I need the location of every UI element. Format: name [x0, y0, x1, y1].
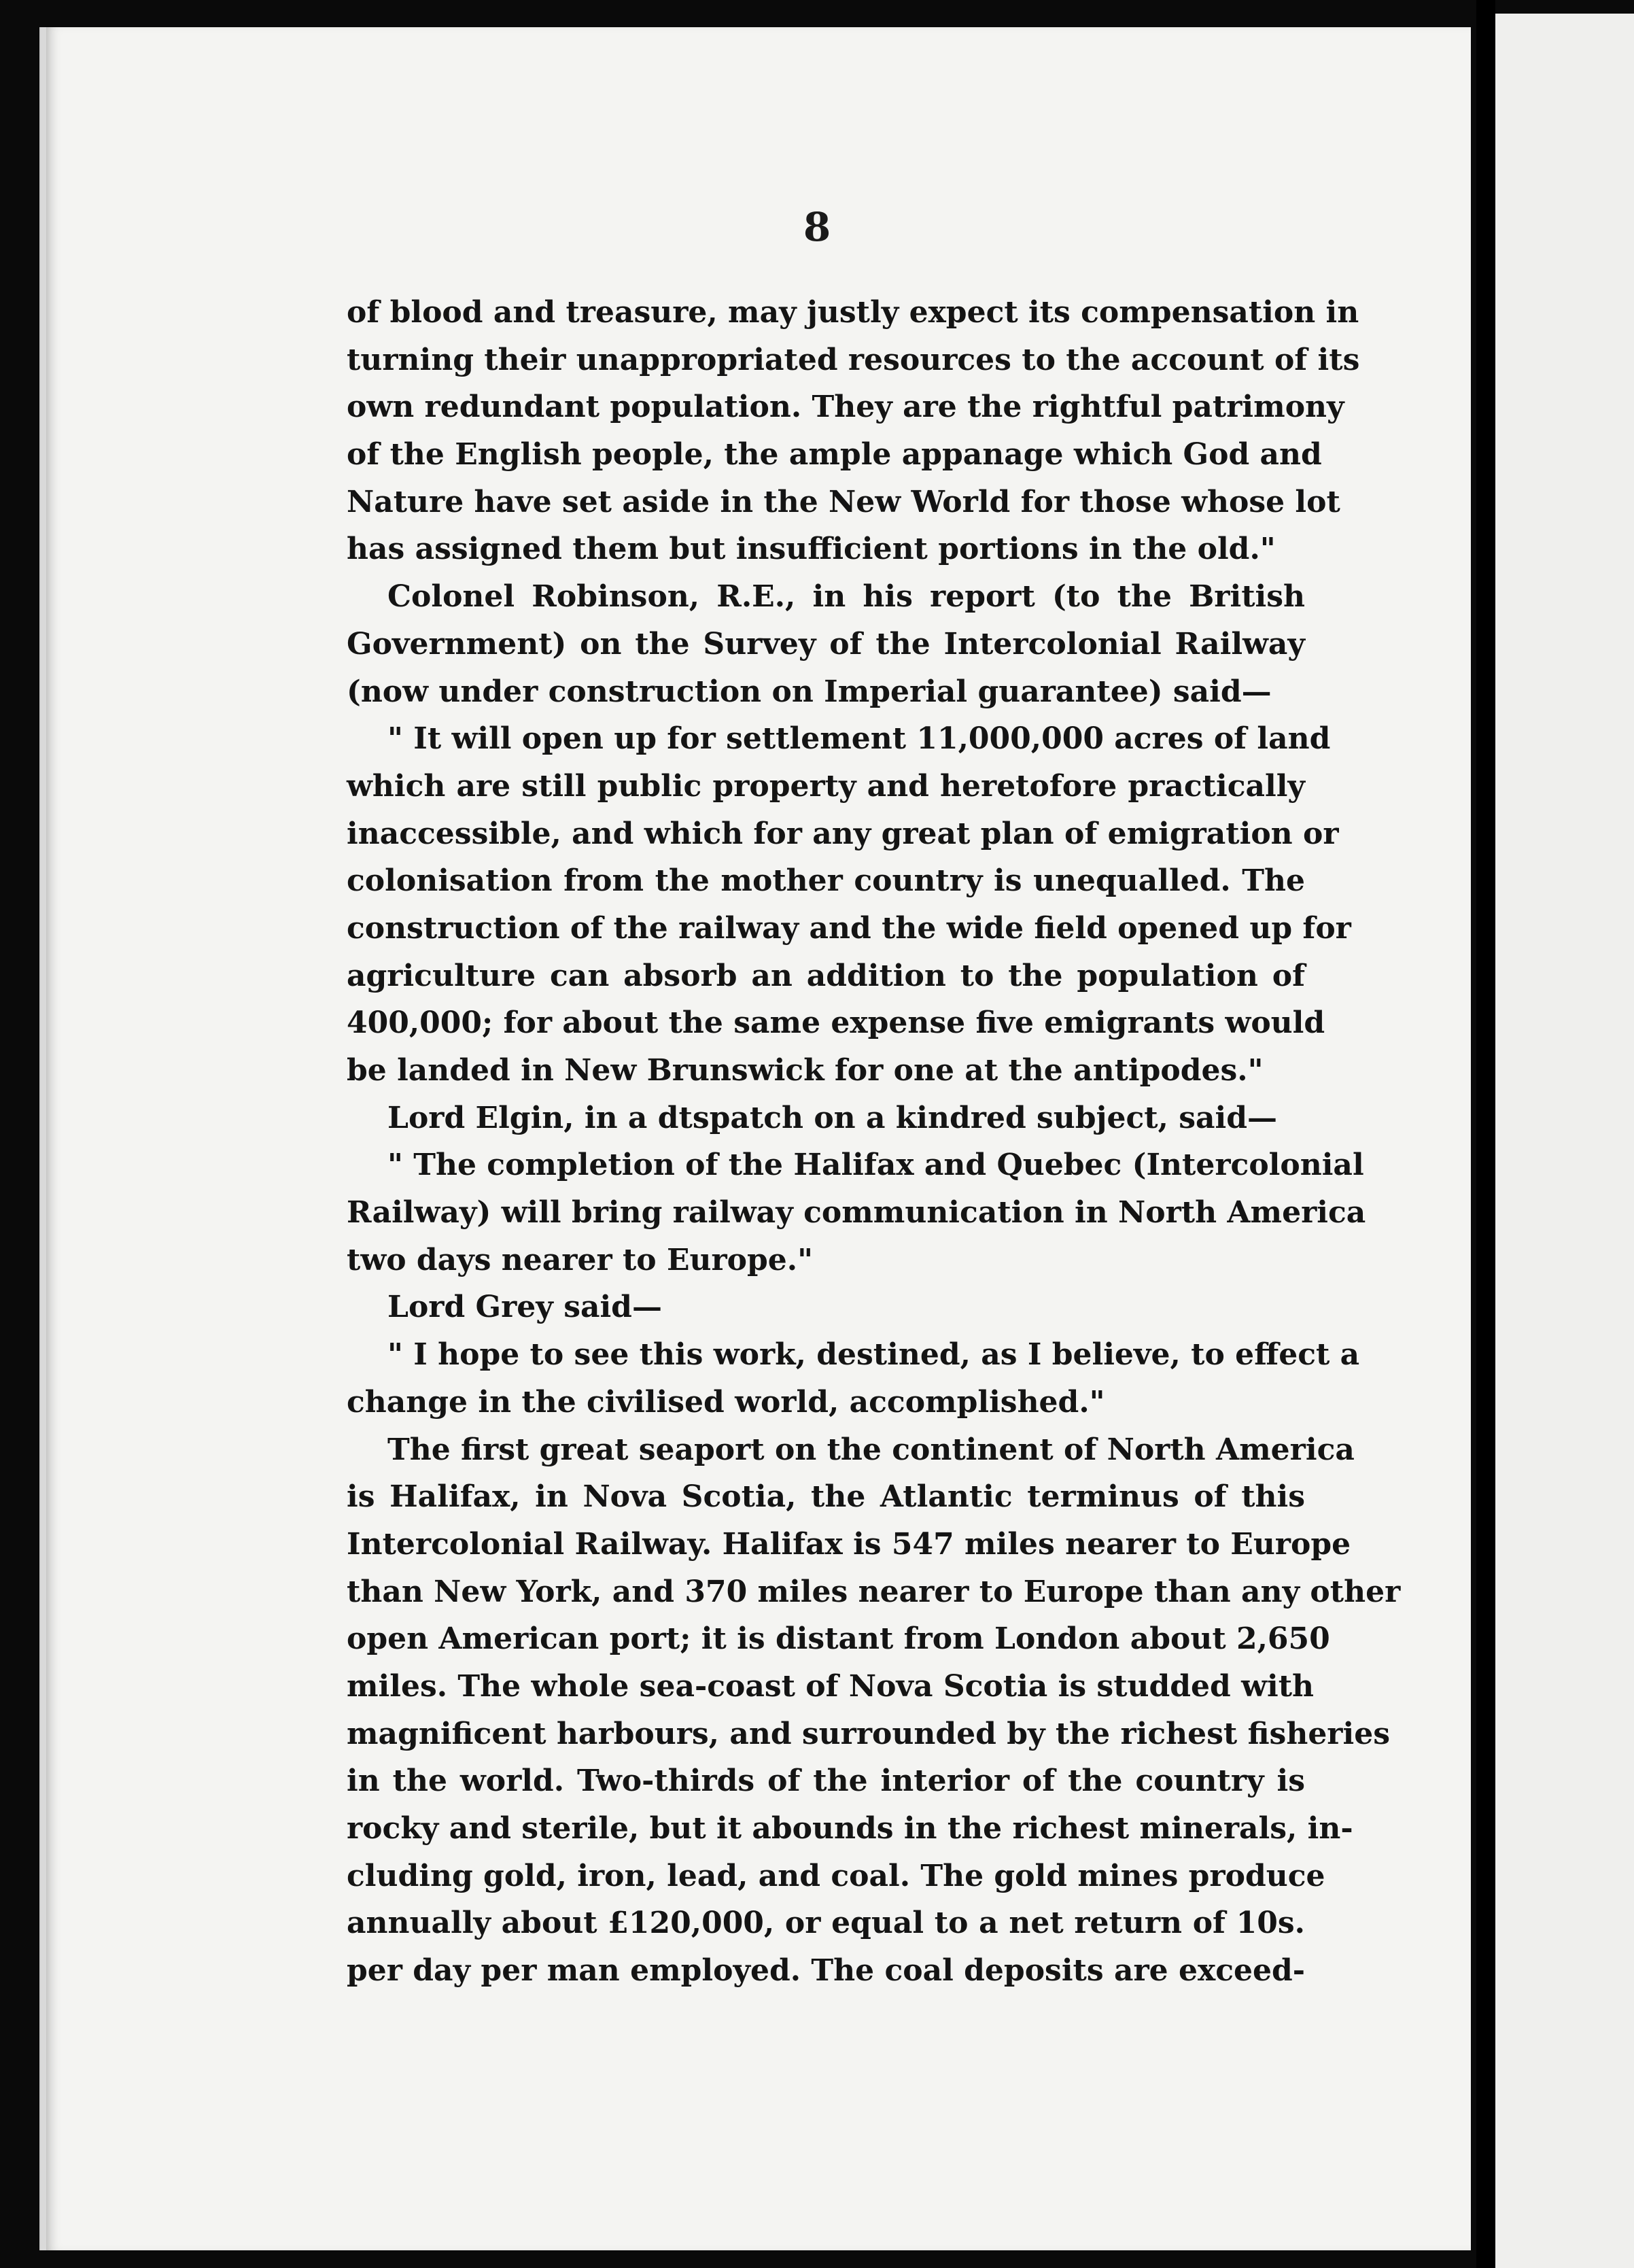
- text-line: which are still public property and heretofore practically: [347, 768, 1305, 804]
- text-line: " The completion of the Halifax and Quebec (Intercolonial: [387, 1148, 1364, 1183]
- page-number: 8: [803, 204, 831, 250]
- text-line: inaccessible, and which for any great plan of emigration or: [347, 816, 1339, 851]
- text-line: is Halifax, in Nova Scotia, the Atlantic terminus of this: [347, 1479, 1305, 1515]
- adjacent-page-edge: [1495, 14, 1634, 2268]
- text-line: 400,000; for about the same expense five emigrants would: [347, 1006, 1325, 1041]
- text-line: own redundant population. They are the rightful patrimony: [347, 390, 1344, 425]
- text-line: change in the civilised world, accomplished.": [347, 1384, 1105, 1420]
- page-binding-edge: [41, 27, 46, 2250]
- text-line: agriculture can absorb an addition to the population of: [347, 958, 1305, 993]
- text-line: Colonel Robinson, R.E., in his report (to the British: [387, 579, 1305, 615]
- text-line: rocky and sterile, but it abounds in the richest minerals, in-: [347, 1811, 1353, 1846]
- text-line: construction of the railway and the wide field opened up for: [347, 910, 1351, 946]
- text-line: be landed in New Brunswick for one at the antipodes.": [347, 1053, 1264, 1088]
- text-line: Intercolonial Railway. Halifax is 547 miles nearer to Europe: [347, 1526, 1351, 1562]
- text-line: The first great seaport on the continent of North America: [387, 1432, 1355, 1467]
- text-line: has assigned them but insufficient portions in the old.": [347, 532, 1276, 567]
- text-line: Railway) will bring railway communication in North America: [347, 1195, 1366, 1231]
- text-line: Nature have set aside in the New World for those whose lot: [347, 484, 1340, 519]
- text-line: two days nearer to Europe.": [347, 1242, 814, 1277]
- text-line: per day per man employed. The coal deposits are exceed-: [347, 1953, 1305, 1989]
- text-line: (now under construction on Imperial guarantee) said—: [347, 674, 1272, 709]
- text-line: of the English people, the ample appanage which God and: [347, 437, 1322, 472]
- text-line: open American port; it is distant from London about 2,650: [347, 1621, 1330, 1657]
- text-line: cluding gold, iron, lead, and coal. The gold mines produce: [347, 1858, 1325, 1893]
- text-line: in the world. Two-thirds of the interior of the country is: [347, 1764, 1305, 1799]
- text-line: of blood and treasure, may justly expect its compensation in: [347, 295, 1359, 330]
- text-line: miles. The whole sea-coast of Nova Scotia is studded with: [347, 1668, 1315, 1704]
- text-line: magnificent harbours, and surrounded by the richest fisheries: [347, 1716, 1390, 1751]
- scan-gutter: [1476, 0, 1495, 2268]
- text-line: " I hope to see this work, destined, as I believe, to effect a: [387, 1337, 1360, 1373]
- text-line: Government) on the Survey of the Intercolonial Railway: [347, 626, 1305, 662]
- text-line: annually about £120,000, or equal to a net return of 10s.: [347, 1906, 1305, 1941]
- text-line: Lord Grey said—: [387, 1290, 662, 1325]
- text-line: than New York, and 370 miles nearer to Europe than any other: [347, 1574, 1401, 1609]
- text-line: turning their unappropriated resources to the account of its: [347, 342, 1360, 377]
- text-line: Lord Elgin, in a dtspatch on a kindred subject, said—: [387, 1100, 1277, 1135]
- text-line: colonisation from the mother country is unequalled. The: [347, 863, 1305, 899]
- page-body-text: [347, 289, 1401, 1995]
- text-line: " It will open up for settlement 11,000,000 acres of land: [387, 721, 1331, 757]
